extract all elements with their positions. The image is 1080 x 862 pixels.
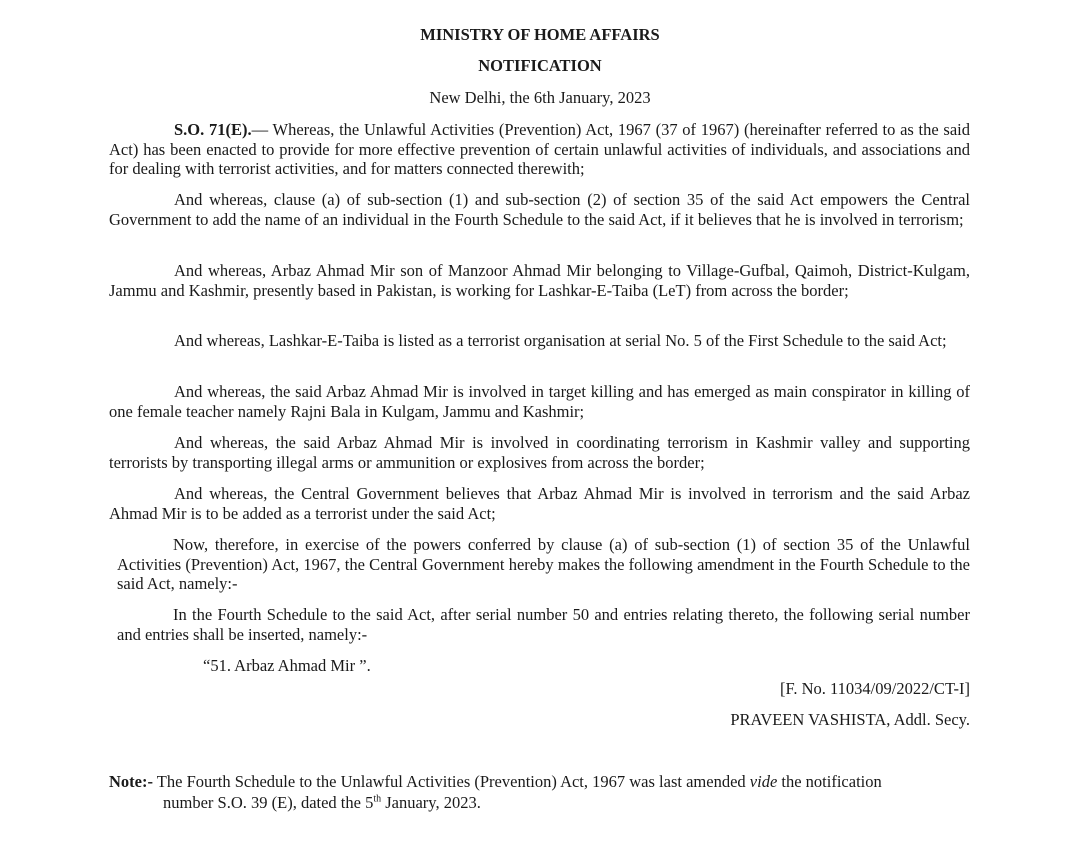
signatory: PRAVEEN VASHISTA, Addl. Secy. [730, 710, 970, 729]
note-vide: vide [749, 772, 778, 791]
note-label: Note:- [109, 772, 153, 791]
notification-heading: NOTIFICATION [478, 56, 602, 75]
paragraph-6: And whereas, the said Arbaz Ahmad Mir is involved in coordinating terrorism in Kashmir valley and supporting terrorists by transporting illegal arms or ammunition or explosives from across the border; [109, 433, 970, 472]
so-number: S.O. 71(E). [174, 120, 252, 139]
paragraph-7: And whereas, the Central Government believes that Arbaz Ahmad Mir is involved in terrorism and the said Arbaz Ahmad Mir is to be added as a terrorist under the said Act; [109, 484, 970, 523]
note-line2-b: January, 2023. [381, 793, 481, 812]
paragraph-4: And whereas, Lashkar-E-Taiba is listed as a terrorist organisation at serial No. 5 of the First Schedule to the said Act; [174, 331, 947, 350]
note-text-b: the notification [777, 772, 882, 791]
note-line-2 [109, 792, 970, 813]
place-date: New Delhi, the 6th January, 2023 [429, 88, 651, 107]
paragraph-8: Now, therefore, in exercise of the powers conferred by clause (a) of sub-section (1) of section 35 of the Unlawful Activities (Prevention) Act, 1967, the Central Government hereby makes the following amendment in the Fourth Schedule to the said Act, namely:- [117, 535, 970, 593]
file-number: [F. No. 11034/09/2022/CT-I] [780, 679, 970, 698]
schedule-entry: “51. Arbaz Ahmad Mir ”. [203, 656, 371, 675]
note-text-a: The Fourth Schedule to the Unlawful Activities (Prevention) Act, 1967 was last amended [152, 772, 750, 791]
note-line2-sup: th [373, 793, 382, 805]
paragraph-3: And whereas, Arbaz Ahmad Mir son of Manzoor Ahmad Mir belonging to Village-Gufbal, Qaimoh, District-Kulgam, Jammu and Kashmir, presently based in Pakistan, is working for Lashkar-E-Taiba (LeT) from across the border; [109, 261, 970, 300]
paragraph-2: And whereas, clause (a) of sub-section (1) and sub-section (2) of section 35 of the said Act empowers the Central Government to add the name of an individual in the Fourth Schedule to the said Act, if it believes that he is involved in terrorism; [109, 190, 970, 229]
paragraph-5: And whereas, the said Arbaz Ahmad Mir is involved in target killing and has emerged as main conspirator in killing of one female teacher namely Rajni Bala in Kulgam, Jammu and Kashmir; [109, 382, 970, 421]
ministry-heading: MINISTRY OF HOME AFFAIRS [420, 25, 660, 44]
paragraph-1-text: — Whereas, the Unlawful Activities (Prevention) Act, 1967 (37 of 1967) (hereinafter referred to as the said Act) has been enacted to provide for more effective prevention of certain unlawful activities of individuals, and associations and for dealing with terrorist activities, and for matters connected therewith; [109, 120, 970, 178]
note-line2-a: number S.O. 39 (E), dated the 5 [163, 793, 374, 812]
paragraph-9: In the Fourth Schedule to the said Act, after serial number 50 and entries relating thereto, the following serial number and entries shall be inserted, namely:- [117, 605, 970, 644]
paragraph-1 [109, 120, 970, 179]
note [109, 771, 970, 813]
